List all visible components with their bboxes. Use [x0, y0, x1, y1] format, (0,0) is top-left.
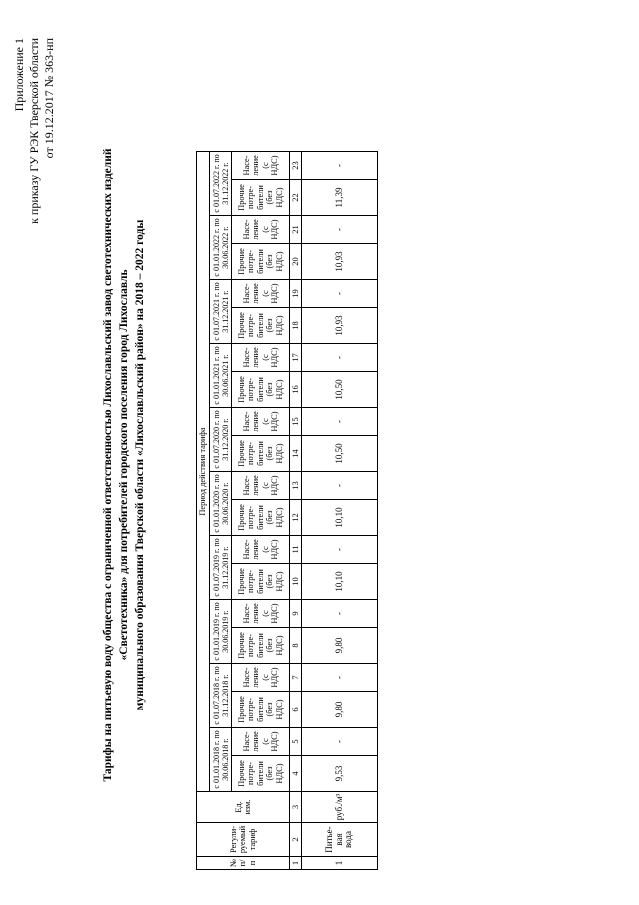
- heading-line-3: муниципального образования Тверской области «Лихославльский район» на 2018 – 2022 годы: [134, 219, 146, 711]
- kind-population-6: Насе- ление (с НДС): [232, 408, 290, 436]
- kind-population-8: Насе- ление (с НДС): [232, 280, 290, 308]
- tariff-value-7: 10,10: [302, 564, 378, 600]
- column-index-19: 19: [290, 280, 302, 308]
- column-index-2: 2: [290, 823, 302, 857]
- kind-other-7: Прочие потре- бители (без НДС): [232, 372, 290, 408]
- column-index-1: 1: [290, 857, 302, 870]
- kind-population-5: Насе- ление (с НДС): [232, 472, 290, 500]
- period-range-9: с 01.01.2022 г. по 30.06.2022 г.: [210, 216, 232, 280]
- kind-other-3: Прочие потре- бители (без НДС): [232, 628, 290, 664]
- tariff-value-14: -: [302, 344, 378, 372]
- kind-other-8: Прочие потре- бители (без НДС): [232, 308, 290, 344]
- tariff-value-13: 10,50: [302, 372, 378, 408]
- kind-other-4: Прочие потре- бители (без НДС): [232, 564, 290, 600]
- kind-population-4: Насе- ление (с НДС): [232, 536, 290, 564]
- heading-line-1: Тарифы на питьевую воду общества с ограниченной ответственностью Лихославльский завод светотехнических изделий: [102, 148, 114, 782]
- column-index-20: 20: [290, 244, 302, 280]
- column-index-18: 18: [290, 308, 302, 344]
- column-index-5: 5: [290, 728, 302, 756]
- column-index-10: 10: [290, 564, 302, 600]
- period-range-4: с 01.07.2019 г. по 31.12.2019 г.: [210, 536, 232, 600]
- tariff-value-18: -: [302, 216, 378, 244]
- tariff-value-3: 9,80: [302, 692, 378, 728]
- period-range-10: с 01.07.2022 г. по 31.12.2022 г.: [210, 152, 232, 216]
- tariff-value-16: -: [302, 280, 378, 308]
- tariff-value-15: 10,93: [302, 308, 378, 344]
- kind-population-3: Насе- ление (с НДС): [232, 600, 290, 628]
- kind-other-5: Прочие потре- бители (без НДС): [232, 500, 290, 536]
- tariff-value-20: -: [302, 152, 378, 180]
- tariff-value-12: -: [302, 408, 378, 436]
- column-index-16: 16: [290, 372, 302, 408]
- header-num: № п/ п: [197, 857, 290, 870]
- period-range-1: с 01.01.2018 г. по 30.06.2018 г.: [210, 728, 232, 792]
- column-index-11: 11: [290, 536, 302, 564]
- appendix-title: Приложение 1: [12, 38, 26, 112]
- tariff-value-8: -: [302, 536, 378, 564]
- header-unit: Ед. изм.: [197, 792, 290, 823]
- appendix-block: [12, 38, 57, 224]
- column-index-13: 13: [290, 472, 302, 500]
- period-range-6: с 01.07.2020 г. по 31.12.2020 г.: [210, 408, 232, 472]
- column-index-15: 15: [290, 408, 302, 436]
- kind-other-1: Прочие потре- бители (без НДС): [232, 756, 290, 792]
- kind-other-6: Прочие потре- бители (без НДС): [232, 436, 290, 472]
- column-index-22: 22: [290, 180, 302, 216]
- appendix-date: от 19.12.2017 № 363-нп: [42, 38, 56, 159]
- tariff-value-9: 10,10: [302, 500, 378, 536]
- column-index-21: 21: [290, 216, 302, 244]
- period-range-2: с 01.07.2018 г. по 31.12.2018 г.: [210, 664, 232, 728]
- heading-line-2: «Светотехника» для потребителей городского поселения город Лихославль: [118, 269, 130, 661]
- tariff-value-17: 10,93: [302, 244, 378, 280]
- header-tariff: Регули- руемый тариф: [197, 823, 290, 857]
- column-index-9: 9: [290, 600, 302, 628]
- tariff-value-11: 10,50: [302, 436, 378, 472]
- document-heading: [100, 65, 148, 865]
- period-range-8: с 01.07.2021 г. по 31.12.2021 г.: [210, 280, 232, 344]
- column-index-8: 8: [290, 628, 302, 664]
- column-index-17: 17: [290, 344, 302, 372]
- header-period: Период действия тарифа: [197, 152, 210, 792]
- column-index-7: 7: [290, 664, 302, 692]
- kind-population-10: Насе- ление (с НДС): [232, 152, 290, 180]
- kind-population-1: Насе- ление (с НДС): [232, 728, 290, 756]
- tariff-value-1: 9,53: [302, 756, 378, 792]
- tariff-value-19: 11,39: [302, 180, 378, 216]
- column-index-4: 4: [290, 756, 302, 792]
- tariff-value-5: 9,80: [302, 628, 378, 664]
- tariff-value-4: -: [302, 664, 378, 692]
- column-index-14: 14: [290, 436, 302, 472]
- column-index-12: 12: [290, 500, 302, 536]
- column-index-23: 23: [290, 152, 302, 180]
- period-range-7: с 01.01.2021 г. по 30.06.2021 г.: [210, 344, 232, 408]
- kind-population-2: Насе- ление (с НДС): [232, 664, 290, 692]
- tariff-value-6: -: [302, 600, 378, 628]
- row-tariff: Питье- вая вода: [302, 823, 378, 857]
- kind-other-2: Прочие потре- бители (без НДС): [232, 692, 290, 728]
- kind-population-9: Насе- ление (с НДС): [232, 216, 290, 244]
- column-index-3: 3: [290, 792, 302, 823]
- period-range-3: с 01.01.2019 г. по 30.06.2019 г.: [210, 600, 232, 664]
- tariff-value-2: -: [302, 728, 378, 756]
- kind-population-7: Насе- ление (с НДС): [232, 344, 290, 372]
- appendix-order: к приказу ГУ РЭК Тверской области: [27, 38, 41, 224]
- row-num: 1: [302, 857, 378, 870]
- kind-other-9: Прочие потре- бители (без НДС): [232, 244, 290, 280]
- column-index-6: 6: [290, 692, 302, 728]
- period-range-5: с 01.01.2020 г. по 30.06.2020 г.: [210, 472, 232, 536]
- tariff-table: [196, 151, 378, 870]
- row-unit: руб./м³: [302, 792, 378, 823]
- kind-other-10: Прочие потре- бители (без НДС): [232, 180, 290, 216]
- tariff-value-10: -: [302, 472, 378, 500]
